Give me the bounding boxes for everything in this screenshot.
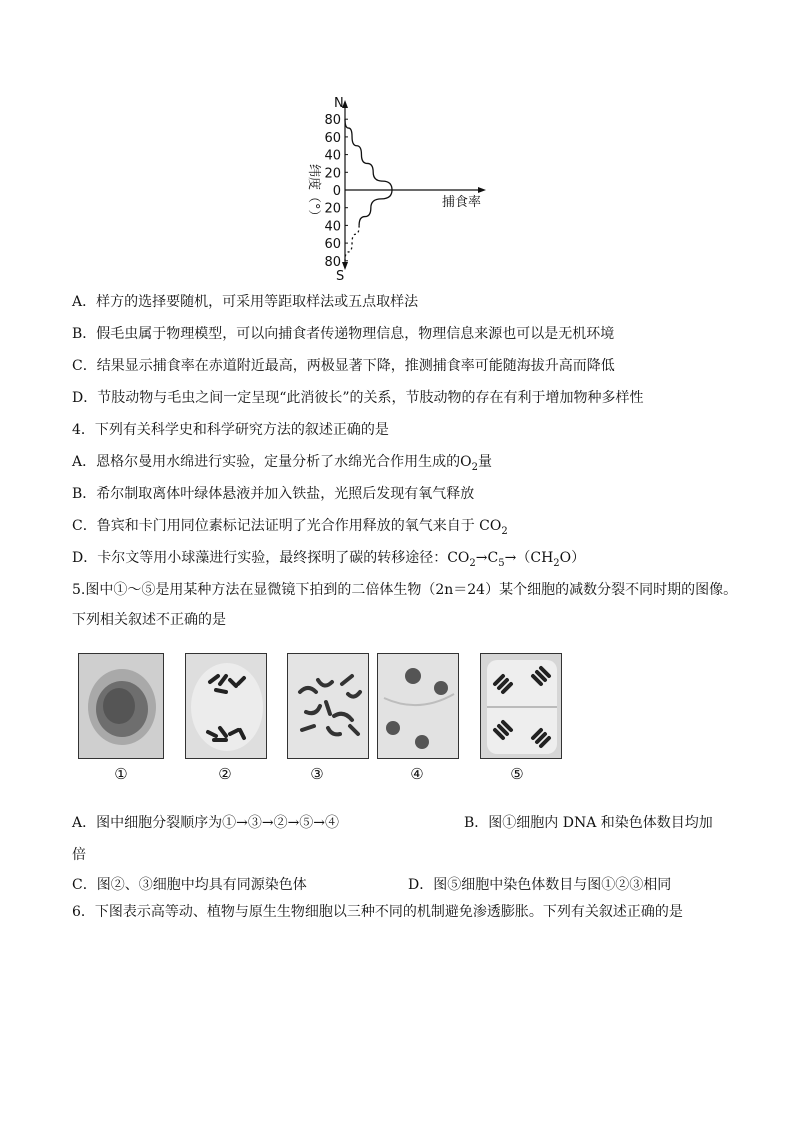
q5-stem-line1: 5.图中①～⑤是用某种方法在显微镜下拍到的二倍体生物（2n＝24）某个细胞的减数分裂不同时期的图像。 — [72, 582, 738, 598]
y-tick-label: 40 — [324, 148, 341, 164]
q5-option-b-cont: 倍 — [72, 847, 86, 863]
y-tick-label: 20 — [324, 166, 341, 182]
y-tick-label: 80 — [324, 254, 341, 270]
y-tick-label: 80 — [324, 113, 341, 129]
y-tick-label: 40 — [324, 219, 341, 235]
q3-option-d: D．节肢动物与毛虫之间一定呈现“此消彼长”的关系，节肢动物的存在有利于增加物种多样性 — [72, 390, 644, 406]
q5-option-b: B．图①细胞内 DNA 和染色体数目均加 — [464, 815, 713, 831]
q4-option-a: A．恩格尔曼用水绵进行实验，定量分析了水绵光合作用生成的$O_2$量 — [72, 454, 492, 473]
q3-option-a: A．样方的选择要随机，可采用等距取样法或五点取样法 — [72, 294, 419, 310]
caption-4: ④ — [410, 765, 424, 783]
y-tick-label: 20 — [324, 201, 341, 217]
y-tick-label: 0 — [332, 184, 341, 199]
y-tick-label: 60 — [324, 130, 341, 146]
x-axis — [345, 187, 486, 193]
y-top-label: N — [334, 96, 344, 111]
q4-option-d: D．卡尔文等用小球藻进行实验，最终探明了碳的转移途径：$CO_2\to C_5\to(CH_2O)$ — [72, 550, 586, 569]
q5-option-c: C．图②、③细胞中均具有同源染色体 — [72, 877, 307, 893]
micrograph-2 — [185, 653, 267, 759]
latitude-predation-chart — [292, 92, 492, 282]
curve-segment-2 — [359, 190, 392, 225]
q5-stem-line2: 下列相关叙述不正确的是 — [72, 612, 226, 628]
caption-2: ② — [218, 765, 232, 783]
micrograph-5 — [480, 653, 562, 759]
q5-option-a: A．图中细胞分裂顺序为①→③→②→⑤→④ — [72, 815, 340, 831]
q5-option-d: D．图⑤细胞中染色体数目与图①②③相同 — [408, 877, 672, 893]
q4-stem: 4．下列有关科学史和科学研究方法的叙述正确的是 — [72, 422, 389, 438]
q3-option-b: B．假毛虫属于物理模型，可以向捕食者传递物理信息，物理信息来源也可以是无机环境 — [72, 326, 615, 342]
q4-option-b: B．希尔制取离体叶绿体悬液并加入铁盐，光照后发现有氧气释放 — [72, 486, 475, 502]
micrograph-1 — [78, 653, 164, 759]
caption-1: ① — [114, 765, 128, 783]
x-axis-label: 捕食率 — [442, 195, 482, 210]
q6-stem: 6．下图表示高等动、植物与原生生物细胞以三种不同的机制避免渗透膨胀。下列有关叙述正确的是 — [72, 904, 683, 920]
q4-option-c: C．鲁宾和卡门用同位素标记法证明了光合作用释放的氧气来自于 $CO_2$ — [72, 518, 508, 537]
caption-5: ⑤ — [510, 765, 524, 783]
caption-3: ③ — [310, 765, 324, 783]
micrograph-4 — [377, 653, 459, 759]
q3-option-c: C．结果显示捕食率在赤道附近最高，两极显著下降，推测捕食率可能随海拔升高而降低 — [72, 358, 615, 374]
y-tick-label: 60 — [324, 237, 341, 253]
y-axis — [342, 100, 348, 270]
micrograph-3 — [287, 653, 369, 759]
y-axis-label: 纬度（°） — [306, 164, 321, 223]
y-bottom-label: S — [336, 269, 345, 282]
x-axis-arrow — [478, 187, 486, 193]
curve-segment-1 — [345, 119, 392, 190]
